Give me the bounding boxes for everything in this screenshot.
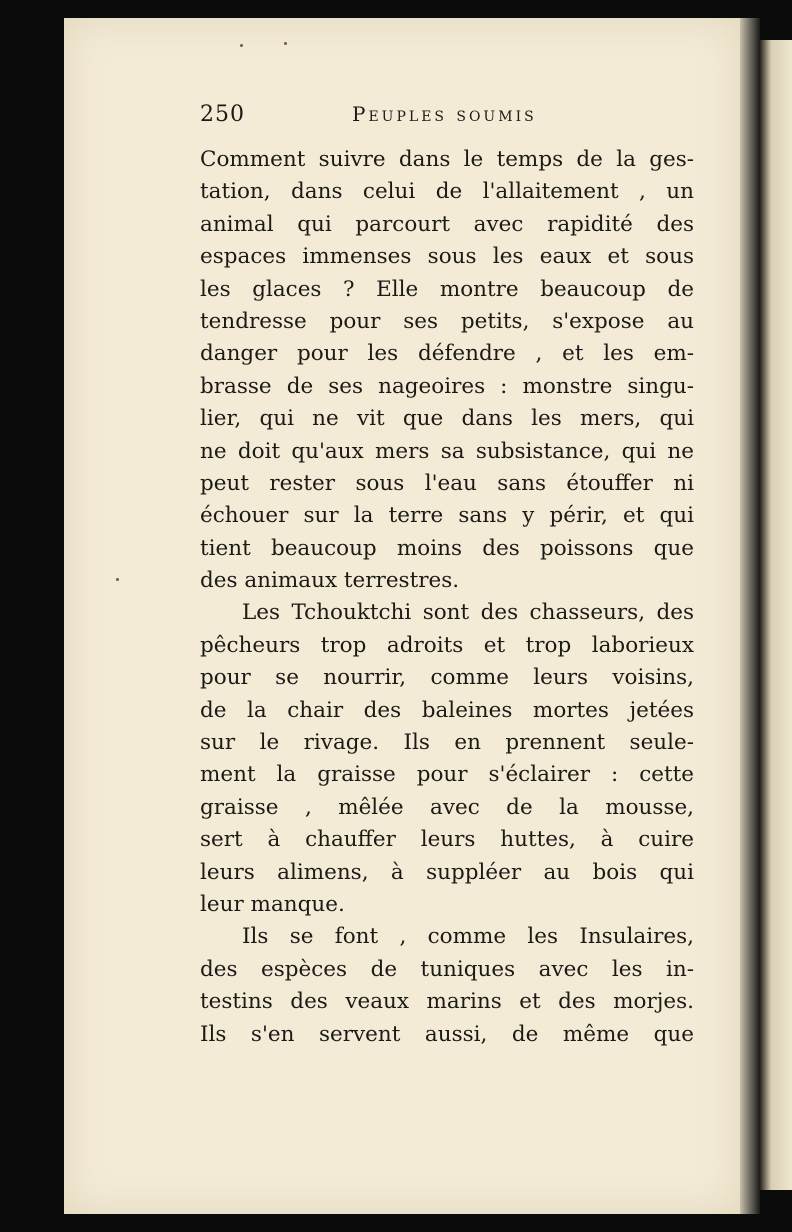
text-line: brasse de ses nageoires : monstre singu- (200, 373, 694, 399)
text-line: testins des veaux marins et des morjes. (200, 989, 694, 1015)
text-line: leurs alimens, à suppléer au bois qui (200, 859, 694, 885)
text-line: pour se nourrir, comme leurs voisins, (200, 665, 694, 691)
text-line: de la chair des baleines mortes jetées (200, 697, 694, 723)
text-line: sert à chauffer leurs huttes, à cuire (200, 827, 694, 853)
paper-speck (284, 42, 287, 45)
body-text (200, 144, 694, 1051)
running-head: Peuples soumis (352, 102, 537, 126)
text-line: graisse , mêlée avec de la mousse, (200, 794, 694, 820)
text-line: animal qui parcourt avec rapidité des (200, 211, 694, 237)
text-line: tient beaucoup moins des poissons que (200, 535, 694, 561)
text-line: pêcheurs trop adroits et trop laborieux (200, 632, 694, 658)
text-line: les glaces ? Elle montre beaucoup de (200, 276, 694, 302)
text-line: espaces immenses sous les eaux et sous (200, 244, 694, 270)
text-line: ment la graisse pour s'éclairer : cette (200, 762, 694, 788)
text-line: Comment suivre dans le temps de la ges- (200, 147, 694, 172)
page-number: 250 (200, 102, 245, 127)
text-line: des animaux terrestres. (200, 568, 460, 594)
text-line: lier, qui ne vit que dans les mers, qui (200, 406, 694, 432)
text-line: peut rester sous l'eau sans étouffer ni (200, 470, 694, 496)
text-line: Ils se font , comme les Insulaires, (242, 924, 694, 950)
text-line: tendresse pour ses petits, s'expose au (200, 308, 694, 334)
text-line: leur manque. (200, 891, 345, 917)
paper-speck (116, 578, 119, 581)
text-line: ne doit qu'aux mers sa subsistance, qui ne (200, 438, 694, 464)
text-line: tation, dans celui de l'allaitement , un (200, 179, 694, 205)
text-line: Ils s'en servent aussi, de même que (200, 1021, 694, 1047)
page-header (200, 102, 560, 134)
next-page-edge (760, 40, 792, 1190)
paper-speck (240, 44, 243, 47)
text-line: Les Tchouktchi sont des chasseurs, des (242, 600, 694, 626)
text-line: des espèces de tuniques avec les in- (200, 956, 694, 982)
text-line: danger pour les défendre , et les em- (200, 341, 694, 367)
text-line: échouer sur la terre sans y périr, et qui (200, 503, 694, 529)
text-line: sur le rivage. Ils en prennent seule- (200, 730, 694, 756)
